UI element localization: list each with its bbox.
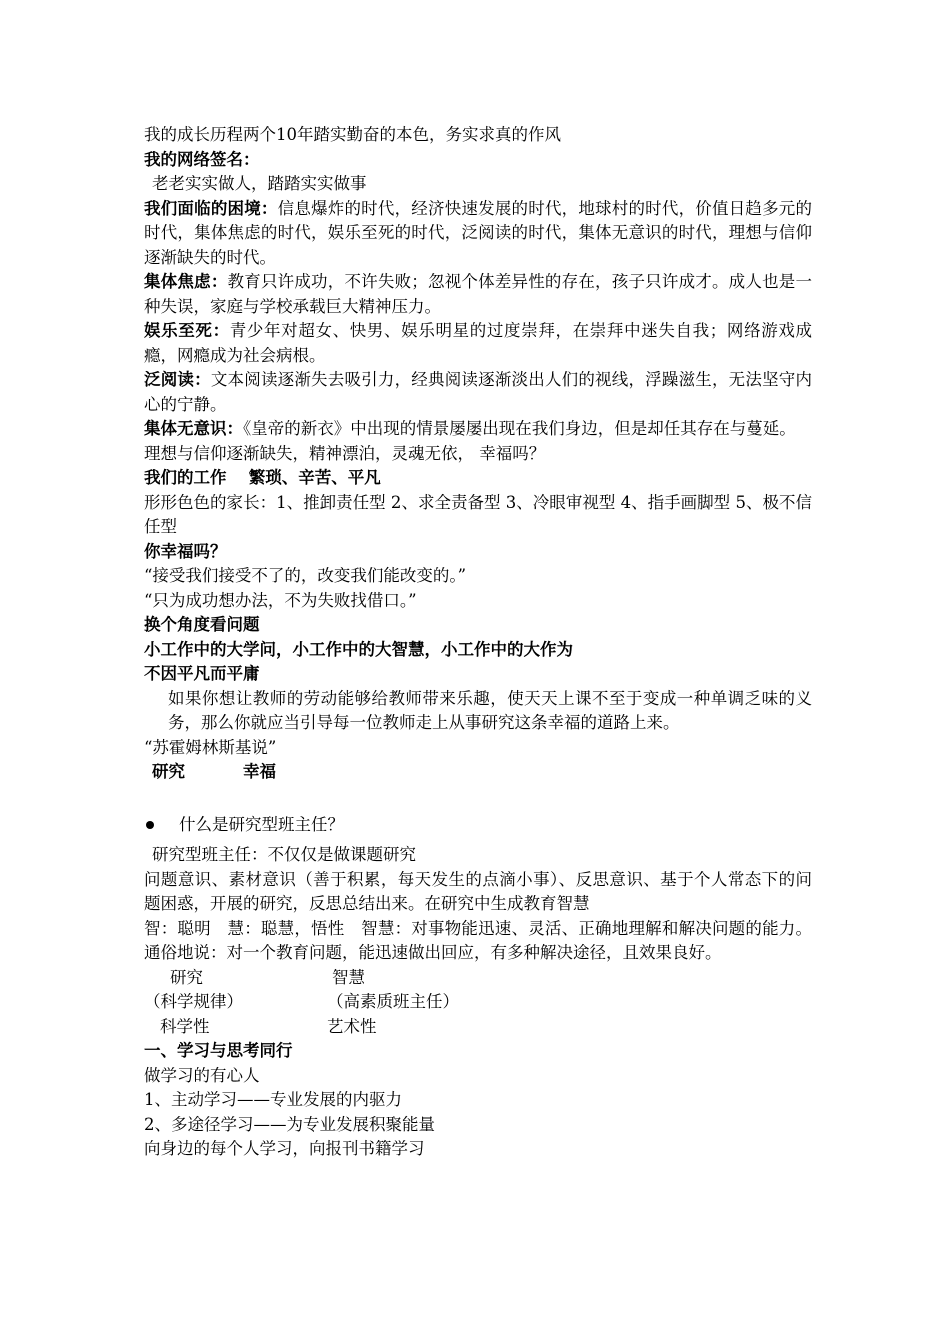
comparison-left: （科学规律） <box>144 992 243 1011</box>
section-heading: 小工作中的大学问，小工作中的大智慧，小工作中的大作为 <box>144 639 573 659</box>
section-heading: 换个角度看问题 <box>144 615 260 634</box>
section-heading: 我们的工作 繁琐、辛苦、平凡 <box>144 468 381 487</box>
paragraph: 智：聪明 慧：聪慧，悟性 智慧：对事物能迅速、灵活、正确地理解和解决问题的能力。通俗地说：对一个教育问题，能迅速做出回应，有多种解决途径，且效果良好。 <box>144 918 812 962</box>
quote-attribution: “苏霍姆林斯基说” <box>144 737 277 757</box>
text-line: 研究型班主任：不仅仅是做课题研究 <box>152 845 416 864</box>
keyword: 幸福 <box>243 762 276 781</box>
paragraph-text: 《皇帝的新衣》中出现的情景屡屡出现在我们身边，但是却任其存在与蔓延。 <box>243 419 796 438</box>
comparison-row <box>144 1015 812 1040</box>
comparison-left: 研究 <box>170 967 203 987</box>
text-line: 老老实实做人，踏踏实实做事 <box>152 174 367 193</box>
blank-line <box>144 785 812 807</box>
comparison-left: 科学性 <box>160 1016 210 1036</box>
paragraph <box>144 197 812 271</box>
quote-line: “接受我们接受不了的，改变我们能改变的。” <box>144 566 467 585</box>
comparison-right: 艺术性 <box>327 1016 377 1036</box>
section-heading: 一、学习与思考同行 <box>144 1041 293 1060</box>
paragraph-label: 泛阅读： <box>144 370 211 389</box>
paragraph-label: 集体无意识： <box>144 419 243 438</box>
comparison-right: （高素质班主任） <box>327 992 459 1011</box>
bullet-text: 什么是研究型班主任？ <box>179 814 344 834</box>
paragraph <box>144 417 812 442</box>
comparison-row <box>144 990 812 1015</box>
text-line: 做学习的有心人 <box>144 1065 260 1085</box>
paragraph-label: 我们面临的困境： <box>144 198 278 218</box>
comparison-right: 智慧 <box>332 967 365 987</box>
bullet-item <box>144 813 812 838</box>
quote-line: “只为成功想办法，不为失败找借口。” <box>144 590 417 610</box>
quote-paragraph <box>144 687 812 736</box>
paragraph <box>144 368 812 417</box>
section-heading: 我的网络签名： <box>144 149 260 169</box>
paragraph-text: 文本阅读逐渐失去吸引力，经典阅读逐渐淡出人们的视线，浮躁滋生，无法坚守内心的宁静。 <box>144 370 813 414</box>
list-item: 2、多途径学习——为专业发展积聚能量 <box>144 1114 435 1134</box>
paragraph-text: 青少年对超女、快男、娱乐明星的过度崇拜，在崇拜中迷失自我；网络游戏成瘾，网瘾成为社会病根。 <box>144 321 813 365</box>
text-line: 向身边的每个人学习，向报刊书籍学习 <box>144 1139 425 1158</box>
text-line: 理想与信仰逐渐缺失，精神漂泊，灵魂无依， 幸福吗？ <box>144 443 546 463</box>
text-line: 我的成长历程两个10年踏实勤奋的本色，务实求真的作风 <box>144 125 561 144</box>
paragraph-label: 娱乐至死： <box>144 321 230 340</box>
bullet-dot-icon <box>146 821 154 829</box>
section-heading: 你幸福吗？ <box>144 541 227 561</box>
list-item: 1、主动学习——专业发展的内驱力 <box>144 1090 402 1109</box>
paragraph: 问题意识、素材意识（善于积累，每天发生的点滴小事）、反思意识、基于个人常态下的问题困惑，开展的研究，反思总结出来。在研究中生成教育智慧 <box>144 869 812 913</box>
document-body <box>144 123 812 1162</box>
keyword-line <box>144 760 812 785</box>
comparison-row <box>144 966 812 991</box>
paragraph <box>144 270 812 319</box>
section-heading: 不因平凡而平庸 <box>144 664 260 683</box>
paragraph-text: 信息爆炸的时代，经济快速发展的时代，地球村的时代，价值日趋多元的时代，集体焦虑的时代，娱乐至死的时代，泛阅读的时代，集体无意识的时代，理想与信仰逐渐缺失的时代。 <box>144 198 813 267</box>
paragraph-label: 集体焦虑： <box>144 272 228 291</box>
keyword: 研究 <box>152 762 185 781</box>
paragraph: 形形色色的家长：1、推卸责任型 2、求全责备型 3、冷眼审视型 4、指手画脚型 5、极不信任型 <box>144 492 812 536</box>
paragraph-text: 教育只许成功，不许失败；忽视个体差异性的存在，孩子只许成才。成人也是一种失误，家庭与学校承载巨大精神压力。 <box>144 272 813 316</box>
paragraph <box>144 319 812 368</box>
paragraph-text: 如果你想让教师的劳动能够给教师带来乐趣，使天天上课不至于变成一种单调乏味的义务，那么你就应当引导每一位教师走上从事研究这条幸福的道路上来。 <box>168 688 812 732</box>
